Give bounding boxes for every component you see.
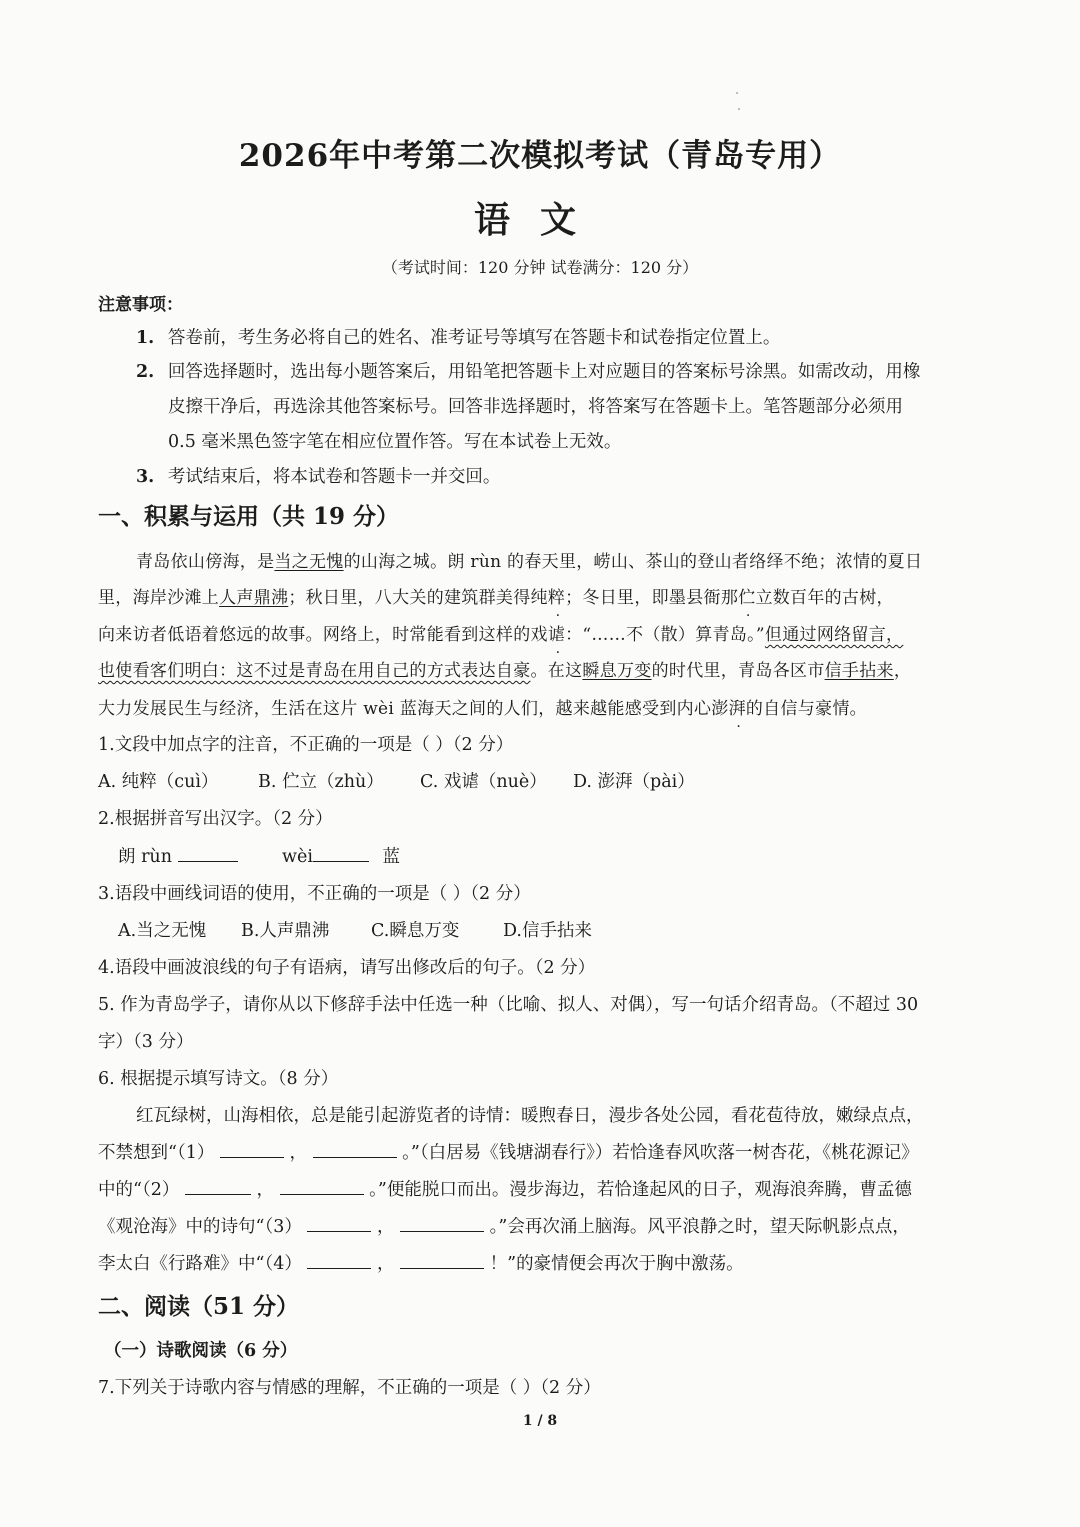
question-6-text-4 bbox=[98, 1213, 910, 1238]
question-3-option-a: A.当之无愧 bbox=[118, 921, 207, 941]
question-6-text-1: 红瓦绿树，山海相依，总是能引起游览者的诗情：暖煦春日，漫步各处公园，看花苞待放，嫩绿点点， bbox=[136, 1106, 924, 1126]
underlined-phrase: 瞬息万变 bbox=[582, 661, 652, 681]
question-1-option-d: D. 澎湃（pài） bbox=[573, 772, 695, 792]
notice-item-3 bbox=[136, 463, 500, 488]
passage-text: 的自信与豪情。 bbox=[745, 699, 867, 719]
passage-text: 的时代里，青岛各区市 bbox=[651, 661, 825, 681]
notice-item-1 bbox=[136, 324, 780, 349]
page-number: 1 / 8 bbox=[522, 1413, 558, 1429]
passage-line-3 bbox=[98, 620, 903, 645]
passage-text: 青岛依山傍海，是 bbox=[136, 552, 275, 572]
question-2-item-1 bbox=[118, 843, 238, 868]
passage-text: ， bbox=[893, 661, 912, 681]
question-3-option-c: C.瞬息万变 bbox=[371, 921, 460, 941]
wavy-sentence: 也使看客们明白：这不过是青岛在用自己的方式表达自豪 bbox=[98, 661, 531, 681]
subsection-heading: （一）诗歌阅读（6 分） bbox=[104, 1341, 298, 1361]
notice-text: 考试结束后，将本试卷和答题卡一并交回。 bbox=[167, 467, 501, 487]
passage-text: 向来访者低语着悠远的故事。网络上，时常能看到这样的戏 bbox=[98, 625, 548, 645]
answer-blank[interactable] bbox=[307, 1254, 371, 1269]
notice-text: 答卷前，考生务必将自己的姓名、准考证号等填写在答题卡和试卷指定位置上。 bbox=[167, 328, 781, 348]
dotted-char: 伫 bbox=[738, 588, 756, 608]
subject-title: 语文 bbox=[473, 199, 606, 241]
answer-blank[interactable] bbox=[307, 1217, 371, 1232]
notice-item-2 bbox=[136, 358, 920, 383]
question-1-option-b: B. 伫立（zhù） bbox=[258, 772, 384, 792]
dotted-char: 湃 bbox=[728, 699, 746, 719]
question-6-text-3 bbox=[98, 1176, 912, 1201]
underlined-phrase: 当之无愧 bbox=[274, 552, 344, 572]
comma: ， bbox=[256, 1180, 274, 1200]
comma: ， bbox=[377, 1254, 395, 1274]
question-2-stem: 2.根据拼音写出汉字。（2 分） bbox=[98, 809, 333, 829]
passage-line-1 bbox=[136, 547, 922, 572]
exam-info: （考试时间：120 分钟 试卷满分：120 分） bbox=[381, 258, 699, 277]
answer-blank[interactable] bbox=[313, 847, 369, 862]
section-heading-2: 二、阅读（51 分） bbox=[98, 1293, 300, 1320]
question-5-line-2: 字）（3 分） bbox=[98, 1032, 194, 1052]
poem-prompt: 《观沧海》中的诗句“（3） bbox=[98, 1217, 302, 1237]
passage-text: 的山海之城。朗 rùn 的春天里，崂山、茶山的登山者络绎不绝；浓情的夏日 bbox=[343, 552, 923, 572]
notice-number: 1. bbox=[136, 328, 155, 348]
poem-prompt: 。”会再次涌上脑海。风平浪静之时，望天际帆影点点， bbox=[489, 1217, 910, 1237]
poem-prompt: 。”便能脱口而出。漫步海边，若恰逢起风的日子，观海浪奔腾，曹孟德 bbox=[369, 1180, 912, 1200]
pinyin-prompt: wèi bbox=[282, 847, 313, 867]
question-1-stem: 1.文段中加点字的注音，不正确的一项是（ ）（2 分） bbox=[98, 735, 514, 755]
poem-prompt: 。”（白居易《钱塘湖春行》）若恰逢春风吹落一树杏花，《桃花源记》 bbox=[402, 1143, 919, 1163]
answer-blank[interactable] bbox=[185, 1180, 251, 1195]
underlined-phrase: 信手拈来 bbox=[824, 661, 894, 681]
poem-prompt: ！”的豪情便会再次于胸中激荡。 bbox=[489, 1254, 744, 1274]
answer-blank[interactable] bbox=[280, 1180, 364, 1195]
wavy-sentence: 但通过网络留言， bbox=[764, 625, 904, 645]
passage-line-4 bbox=[98, 656, 911, 681]
poem-prompt: 不禁想到“（1） bbox=[98, 1143, 215, 1163]
question-1-option-c: C. 戏谑（nuè） bbox=[420, 772, 547, 792]
notice-text: 回答选择题时，选出每小题答案后，用铅笔把答题卡上对应题目的答案标号涂黑。如需改动，用橡 bbox=[167, 362, 921, 382]
dotted-char: 谑 bbox=[547, 625, 566, 645]
poem-prompt: 中的“（2） bbox=[98, 1180, 180, 1200]
passage-text: 里，海岸沙滩上 bbox=[98, 588, 220, 608]
section-heading-1: 一、积累与运用（共 19 分） bbox=[98, 503, 400, 530]
comma: ， bbox=[377, 1217, 395, 1237]
passage-line-2 bbox=[98, 583, 894, 608]
answer-blank[interactable] bbox=[313, 1143, 397, 1158]
poem-prompt: 李太白《行路难》中“（4） bbox=[98, 1254, 302, 1274]
answer-blank[interactable] bbox=[178, 847, 238, 862]
scan-speck bbox=[736, 92, 738, 94]
answer-blank[interactable] bbox=[400, 1217, 484, 1232]
question-6-text-2 bbox=[98, 1139, 919, 1164]
passage-text: 大力发展民生与经济，生活在这片 wèi 蓝海天之间的人们，越来越能感受到内心澎 bbox=[98, 699, 729, 719]
notice-item-2-line-3: 0.5 毫米黑色签字笔在相应位置作答。写在本试卷上无效。 bbox=[168, 432, 622, 452]
question-7-stem: 7.下列关于诗歌内容与情感的理解，不正确的一项是（ ）（2 分） bbox=[98, 1378, 601, 1398]
pinyin-tail: 蓝 bbox=[382, 847, 401, 867]
notice-number: 2. bbox=[136, 362, 155, 382]
notice-number: 3. bbox=[136, 467, 155, 487]
dotted-char: 粹 bbox=[547, 588, 566, 608]
underlined-phrase: 人声鼎沸 bbox=[219, 588, 289, 608]
notice-heading: 注意事项： bbox=[98, 295, 183, 315]
question-3-option-d: D.信手拈来 bbox=[503, 921, 592, 941]
passage-line-5 bbox=[98, 694, 867, 719]
question-5-line-1: 5. 作为青岛学子，请你从以下修辞手法中任选一种（比喻、拟人、对偶），写一句话介绍青岛。（不超过 30 bbox=[98, 995, 919, 1015]
passage-text: ；冬日里，即墨县衙那 bbox=[565, 588, 739, 608]
comma: ， bbox=[289, 1143, 307, 1163]
answer-blank[interactable] bbox=[220, 1143, 284, 1158]
question-3-stem: 3.语段中画线词语的使用，不正确的一项是（ ）（2 分） bbox=[98, 884, 531, 904]
question-4-stem: 4.语段中画波浪线的句子有语病，请写出修改后的句子。（2 分） bbox=[98, 958, 596, 978]
passage-text: 立数百年的古树， bbox=[755, 588, 894, 608]
question-2-item-2 bbox=[282, 843, 400, 868]
question-1-option-a: A. 纯粹（cuì） bbox=[98, 772, 219, 792]
passage-text: ：“……不（散）算青岛。” bbox=[565, 625, 765, 645]
pinyin-prompt: 朗 rùn bbox=[118, 847, 172, 867]
answer-blank[interactable] bbox=[400, 1254, 484, 1269]
notice-item-2-line-2: 皮擦干净后，再选涂其他答案标号。回答非选择题时，将答案写在答题卡上。笔答题部分必须用 bbox=[168, 397, 903, 417]
question-6-stem: 6. 根据提示填写诗文。（8 分） bbox=[98, 1069, 339, 1089]
passage-text: 。在这 bbox=[530, 661, 583, 681]
passage-text: ；秋日里，八大关的建筑群美得纯 bbox=[288, 588, 548, 608]
exam-title: 2026年中考第二次模拟考试（青岛专用） bbox=[238, 138, 842, 174]
scan-speck bbox=[738, 108, 740, 110]
question-6-text-5 bbox=[98, 1250, 744, 1275]
question-3-option-b: B.人声鼎沸 bbox=[241, 921, 330, 941]
